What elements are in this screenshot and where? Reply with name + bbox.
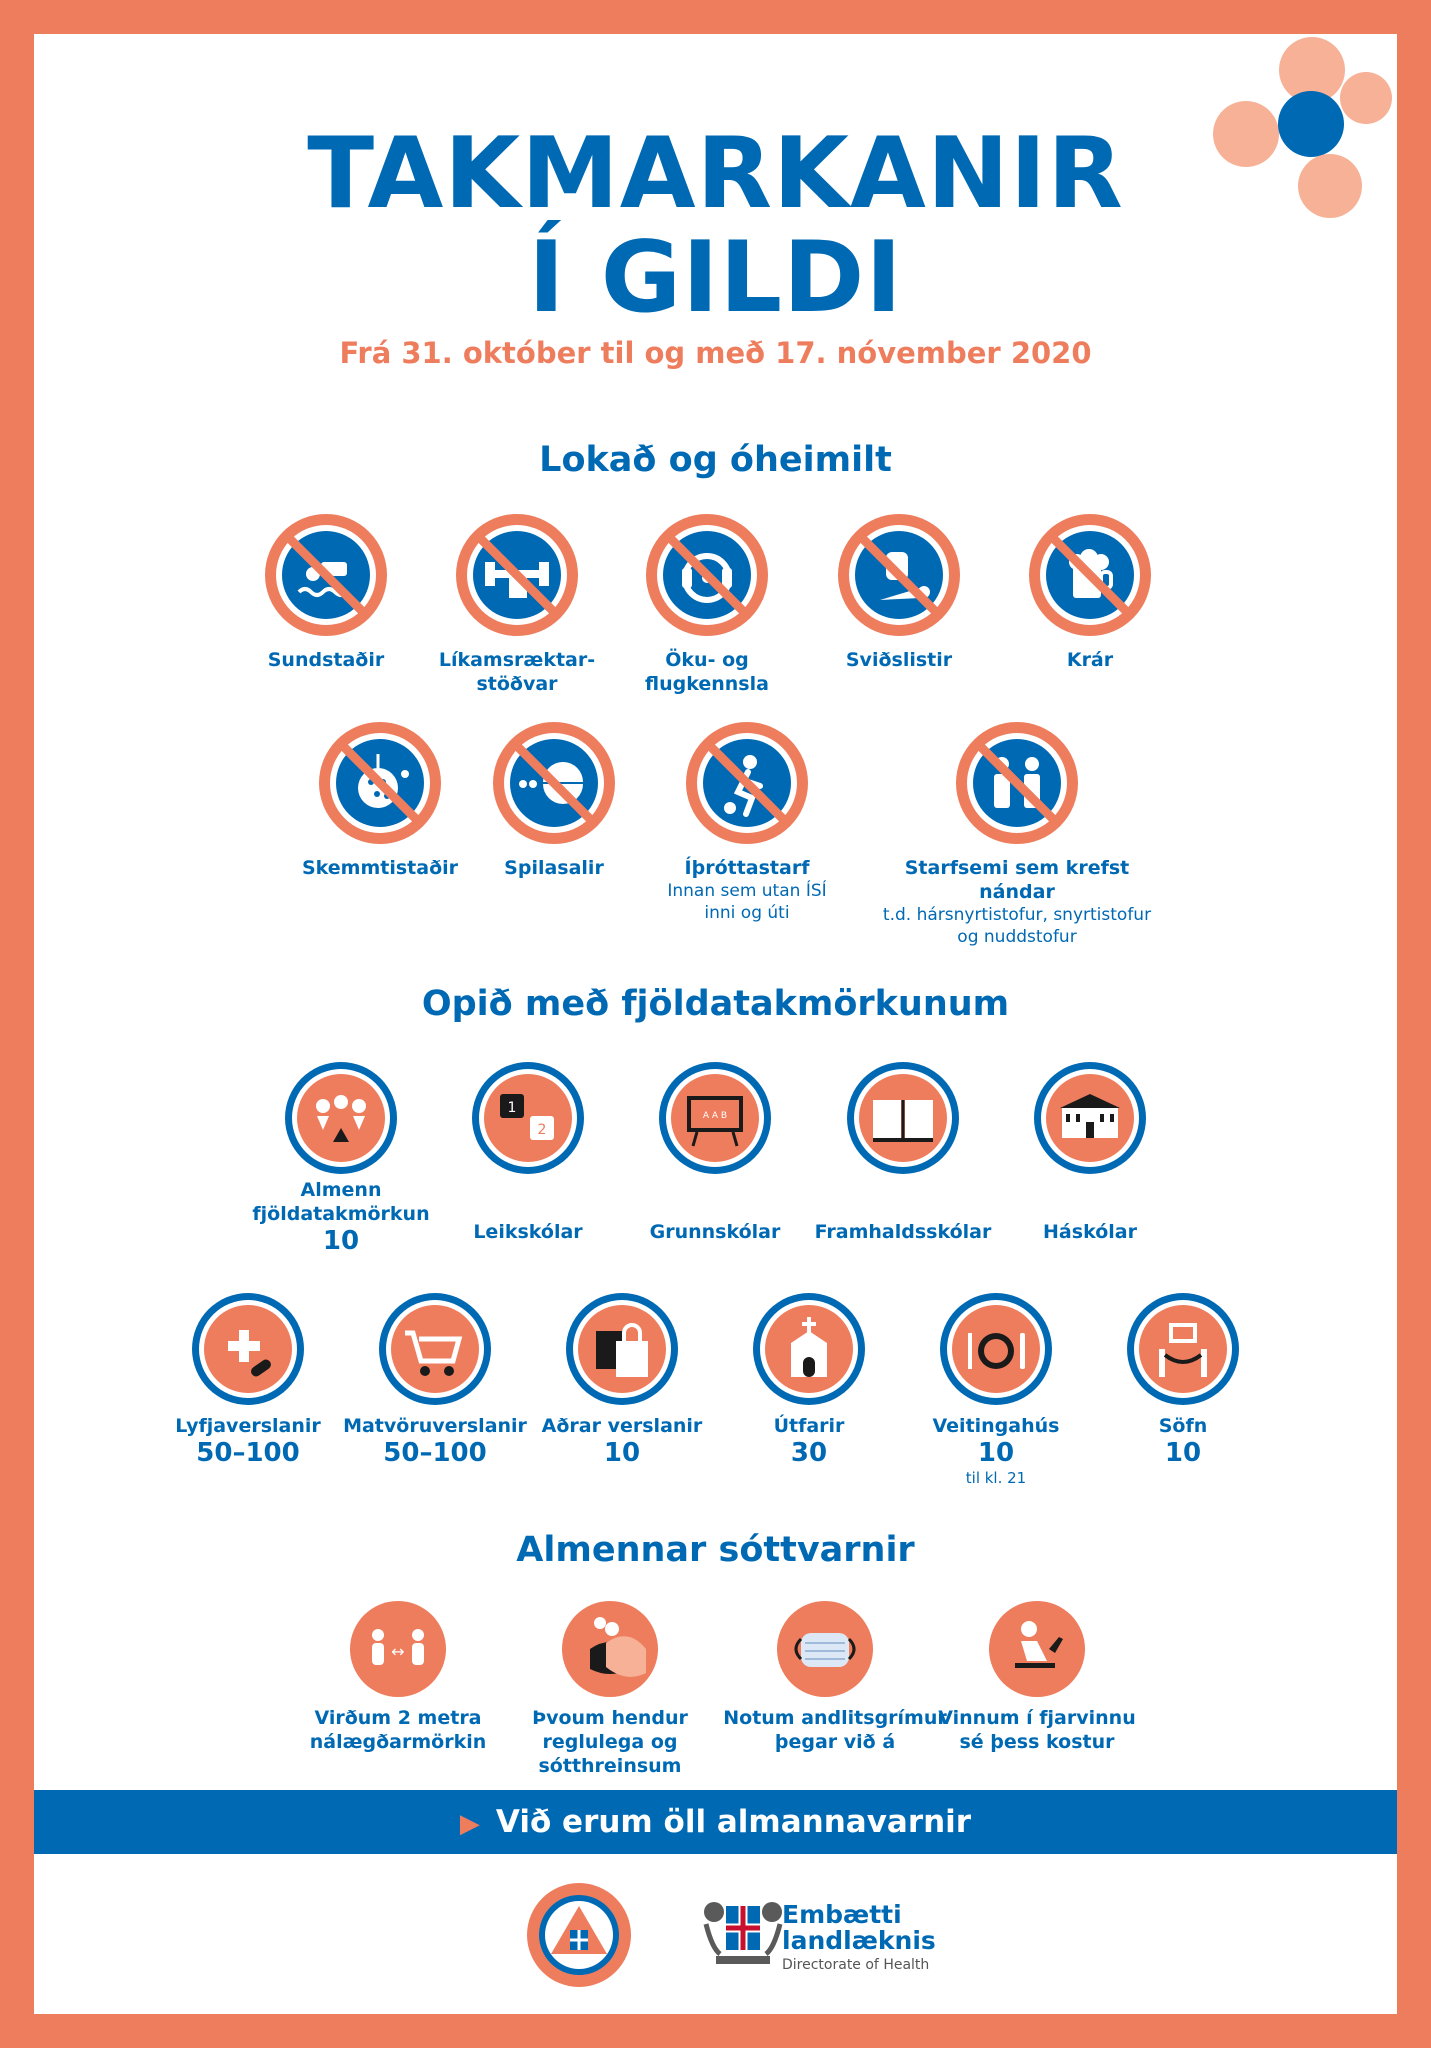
page-title-line2: Í GILDI (528, 221, 903, 335)
restaurant-icon (938, 1291, 1054, 1407)
museum-icon (1125, 1291, 1241, 1407)
label-krar: Krár (1066, 649, 1114, 671)
label-handwash: Þvoum hendur reglulega og sótthreinsum (532, 1707, 688, 1777)
driving-icon (642, 510, 772, 640)
poster (34, 34, 1397, 2014)
label-adrar-verslanir: Aðrar verslanir 10 (541, 1415, 703, 1468)
label-mask: Notum andlitsgrímur þegar við á (723, 1707, 947, 1753)
label-almenn: Almenn fjöldatakmörkun 10 (252, 1179, 430, 1256)
label-likamsraekt: Líkamsræktar- stöðvar (438, 649, 596, 695)
label-leikskolar: Leikskólar (473, 1221, 583, 1243)
label-lyfjaverslanir: Lyfjaverslanir 50–100 (175, 1415, 321, 1468)
pharmacy-icon (190, 1291, 306, 1407)
svg-text:1: 1 (507, 1100, 517, 1116)
label-skemmtistadir: Skemmtistaðir (301, 857, 459, 879)
disco-ball-icon (315, 718, 445, 848)
handwash-icon (560, 1599, 660, 1699)
svg-text:2: 2 (537, 1122, 547, 1138)
arcade-icon (489, 718, 619, 848)
label-remote: Vinnum í fjarvinnu sé þess kostur (938, 1707, 1136, 1753)
theatre-icon (834, 510, 964, 640)
date-range: Frá 31. október til og með 17. nóvember 2020 (339, 336, 1092, 370)
gym-icon (452, 510, 582, 640)
health-logo-line3: Directorate of Health (782, 1957, 930, 1973)
salon-icon (952, 718, 1082, 848)
label-matvoruverslanir: Matvöruverslanir 50–100 (343, 1415, 527, 1468)
section-title-closed: Lokað og óheimilt (539, 440, 892, 480)
mask-icon (775, 1599, 875, 1699)
label-spilasalir: Spilasalir (504, 857, 604, 879)
blackboard-icon (657, 1060, 773, 1176)
label-veitingahus: Veitingahús 10 til kl. 21 (932, 1415, 1060, 1487)
svg-text:↔: ↔ (391, 1642, 405, 1661)
remote-work-icon (987, 1599, 1087, 1699)
label-starfsemi: Starfsemi sem krefst nándar t.d. hársnyrtistofur, snyrtistofur og nuddstofur (882, 857, 1152, 947)
label-svidslistir: Sviðslistir (845, 649, 953, 671)
health-logo-line2: landlæknis (782, 1926, 936, 1955)
label-ithrottastarf: Íþróttastarf Innan sem utan ÍSÍ inni og úti (667, 857, 827, 923)
label-framhaldsskolar: Framhaldsskólar (814, 1221, 992, 1243)
footer-banner (34, 1790, 1397, 1854)
church-icon (751, 1291, 867, 1407)
label-distance: Virðum 2 metra nálægðarmörkin (309, 1707, 487, 1753)
label-grunnskolar: Grunnskólar (649, 1221, 781, 1243)
page-title-line1: TAKMARKANIR (307, 117, 1124, 231)
health-logo-line1: Embætti (782, 1900, 902, 1929)
swimming-icon (261, 510, 391, 640)
svg-text:A A B: A A B (702, 1111, 728, 1121)
shopping-bag-icon (564, 1291, 680, 1407)
section-title-open: Opið með fjöldatakmörkunum (421, 984, 1010, 1024)
beer-icon (1025, 510, 1155, 640)
distance-icon (348, 1599, 448, 1699)
label-sundstadir: Sundstaðir (267, 649, 385, 671)
banner-text: Við erum öll almannavarnir (495, 1804, 972, 1840)
play-icon: ▶ (459, 1809, 480, 1839)
label-sofn: Söfn 10 (1158, 1415, 1208, 1468)
label-utfarir: Útfarir 30 (773, 1415, 845, 1468)
coat-of-arms-icon (692, 1882, 792, 1982)
label-oku-flug: Öku- og flugkennsla (645, 649, 769, 695)
section-title-general: Almennar sóttvarnir (516, 1530, 915, 1570)
people-icon (283, 1060, 399, 1176)
cart-icon (377, 1291, 493, 1407)
preschool-icon (470, 1060, 586, 1176)
civil-protection-logo (524, 1880, 634, 1990)
book-icon (845, 1060, 961, 1176)
label-haskolar: Háskólar (1043, 1221, 1137, 1243)
university-icon (1032, 1060, 1148, 1176)
sports-icon (682, 718, 812, 848)
